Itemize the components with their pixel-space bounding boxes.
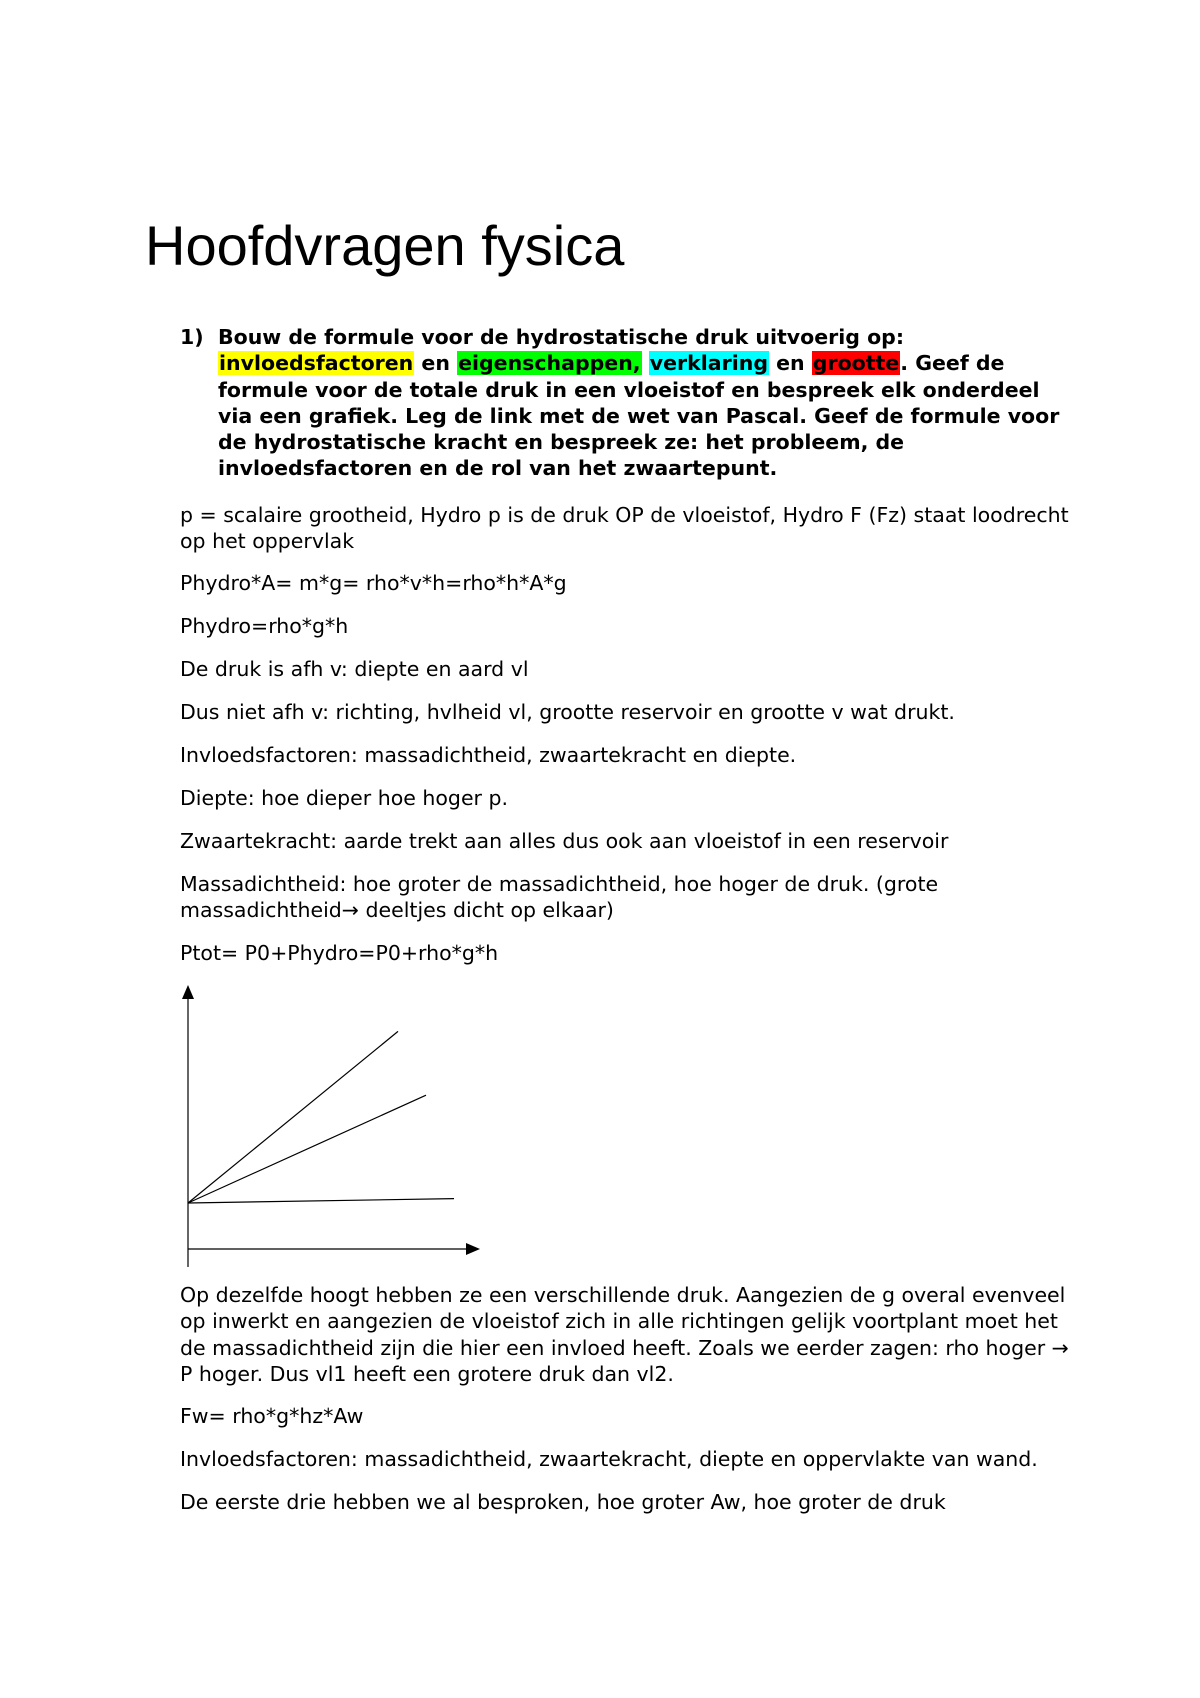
paragraph-zwaartekracht: Zwaartekracht: aarde trekt aan alles dus ook aan vloeistof in een reservoir — [180, 829, 949, 853]
question-en-1: en — [414, 351, 458, 376]
massadichtheid-text-a: Massadichtheid: hoe groter de massadichtheid, hoe hoger de druk. (grote massadichtheid — [180, 872, 939, 923]
paragraph-formula-derivation: Phydro*A= m*g= rho*v*h=rho*h*A*g — [180, 571, 567, 595]
highlight-eigenschappen: eigenschappen, — [458, 351, 641, 376]
arrow-right-icon: → — [1051, 1335, 1069, 1360]
paragraph-scalaire-grootheid: p = scalaire grootheid, Hydro p is de druk OP de vloeistof, Hydro F (Fz) staat loodrecht op het oppervlak — [180, 503, 1069, 554]
page-title: Hoofdvragen fysica — [145, 214, 625, 277]
series-line-flat — [188, 1199, 454, 1203]
x-axis-arrowhead — [466, 1243, 480, 1255]
paragraph-formula-phydro: Phydro=rho*g*h — [180, 614, 349, 638]
paragraph-invloedsfactoren: Invloedsfactoren: massadichtheid, zwaartekracht en diepte. — [180, 743, 797, 767]
question-text — [218, 324, 1080, 482]
y-axis-arrowhead — [182, 985, 194, 999]
chart-axes — [182, 985, 480, 1267]
paragraph-druk-afhankelijk: De druk is afh v: diepte en aard vl — [180, 657, 529, 681]
highlight-grootte: grootte — [812, 351, 900, 376]
question-1 — [180, 324, 1080, 482]
highlight-verklaring: verklaring — [649, 351, 769, 376]
question-line1: Bouw de formule voor de hydrostatische druk uitvoerig op: — [218, 325, 905, 349]
question-en-2: en — [769, 351, 812, 376]
paragraph-invloedsfactoren-fw: Invloedsfactoren: massadichtheid, zwaartekracht, diepte en oppervlakte van wand. — [180, 1447, 1038, 1471]
paragraph-formula-fw: Fw= rho*g*hz*Aw — [180, 1404, 364, 1428]
massadichtheid-text-b: deeltjes dicht op elkaar) — [358, 898, 614, 923]
zelfde-hoogte-text-b: P hoger. Dus vl1 heeft een grotere druk dan vl2. — [180, 1361, 674, 1386]
arrow-right-icon: → — [341, 898, 359, 923]
paragraph-niet-afhankelijk: Dus niet afh v: richting, hvlheid vl, grootte reservoir en grootte v wat drukt. — [180, 700, 955, 724]
series-line-steep — [188, 1031, 398, 1203]
highlight-invloedsfactoren: invloedsfactoren — [219, 351, 414, 376]
paragraph-formula-ptot: Ptot= P0+Phydro=P0+rho*g*h — [180, 941, 499, 965]
paragraph-diepte: Diepte: hoe dieper hoe hoger p. — [180, 786, 509, 810]
question-number: 1) — [180, 325, 204, 349]
zelfde-hoogte-text-a: Op dezelfde hoogt hebben ze een verschillende druk. Aangezien de g overal evenveel op inwerkt en aangezien de vloeistof zich in alle richtingen gelijk voortplant moet het de massadichtheid zijn die hier een invloed heeft. Zoals we eerder zagen: rho hoger — [180, 1283, 1066, 1360]
question-rest: . Geef de formule voor de totale druk in een vloeistof en bespreek elk onderdeel via een grafiek. Leg de link met de wet van Pascal. Geef de formule voor de hydrostatische kracht en bespreek ze: het probleem, de invloedsfactoren en de rol van het zwaartepunt. — [218, 351, 1060, 481]
paragraph-eerste-drie: De eerste drie hebben we al besproken, hoe groter Aw, hoe groter de druk — [180, 1490, 946, 1514]
paragraph-zelfde-hoogte — [180, 1282, 1080, 1387]
paragraph-massadichtheid — [180, 871, 1080, 924]
series-line-medium — [188, 1095, 426, 1203]
question-space-1 — [642, 351, 649, 375]
chart-series-group — [188, 1031, 454, 1203]
pressure-depth-chart — [170, 985, 480, 1270]
